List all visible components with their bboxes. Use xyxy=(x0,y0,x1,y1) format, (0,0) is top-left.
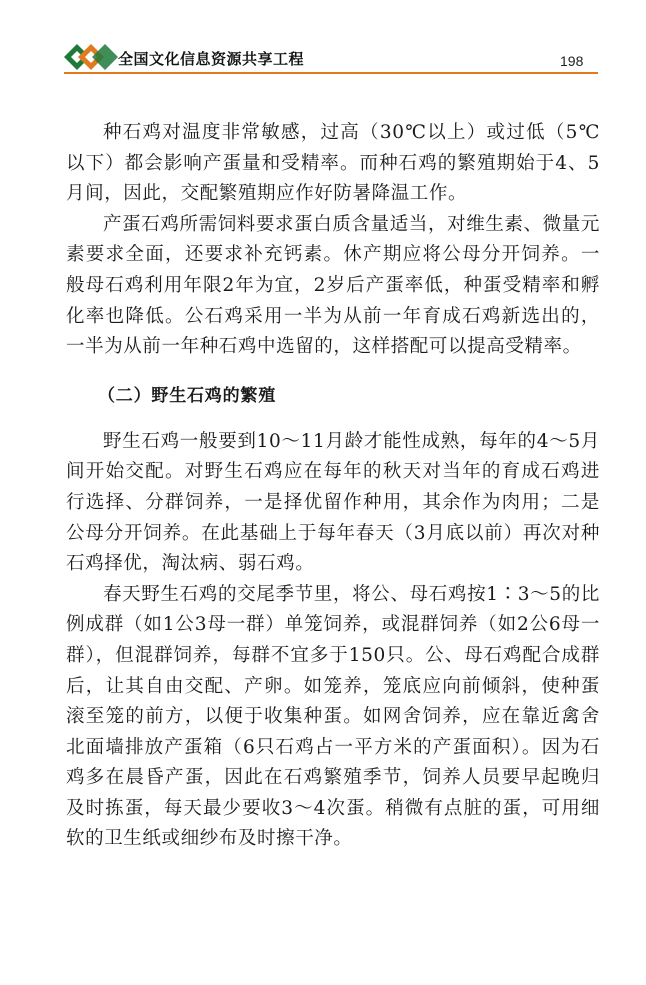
logo-diamond-icon xyxy=(62,42,118,72)
paragraph: 产蛋石鸡所需饲料要求蛋白质含量适当，对维生素、微量元素要求全面，还要求补充钙素。休产期应将公母分开饲养。一般母石鸡利用年限2年为宜，2岁后产蛋率低，种蛋受精率和孵化率也降低。公石鸡采用一半为从前一年育成石鸡新选出的，一半为从前一年种石鸡中选留的，这样搭配可以提高受精率。 xyxy=(66,213,600,358)
page-content xyxy=(66,118,600,855)
paragraph: 种石鸡对温度非常敏感，过高（30℃以上）或过低（5℃以下）都会影响产蛋量和受精率。而种石鸡的繁殖期始于4、5月间，因此，交配繁殖期应作好防暑降温工作。 xyxy=(66,122,600,205)
header-rule xyxy=(64,72,598,74)
paragraph: 野生石鸡一般要到10～11月龄才能性成熟，每年的4～5月间开始交配。对野生石鸡应在每年的秋天对当年的育成石鸡进行选择、分群饲养，一是择优留作种用，其余作为肉用；二是公母分开饲养。在此基础上于每年春天（3月底以前）再次对种石鸡择优，淘汰病、弱石鸡。 xyxy=(66,430,600,575)
page-number: 198 xyxy=(560,53,584,69)
series-title: 全国文化信息资源共享工程 xyxy=(118,50,305,68)
section-heading: （二）野生石鸡的繁殖 xyxy=(98,385,276,406)
paragraph: 春天野生石鸡的交尾季节里，将公、母石鸡按1∶3～5的比例成群（如1公3母一群）单笼饲养，或混群饲养（如2公6母一群），但混群饲养，每群不宜多于150只。公、母石鸡配合成群后，让其自由交配、产卵。如笼养，笼底应向前倾斜，使种蛋滚至笼的前方，以便于收集种蛋。如网舍饲养，应在靠近禽舍北面墙排放产蛋箱（6只石鸡占一平方米的产蛋面积）。因为石鸡多在晨昏产蛋，因此在石鸡繁殖季节，饲养人员要早起晚归及时拣蛋，每天最少要收3～4次蛋。稍微有点脏的蛋，可用细软的卫生纸或细纱布及时擦干净。 xyxy=(66,583,600,850)
page-header xyxy=(0,0,646,80)
